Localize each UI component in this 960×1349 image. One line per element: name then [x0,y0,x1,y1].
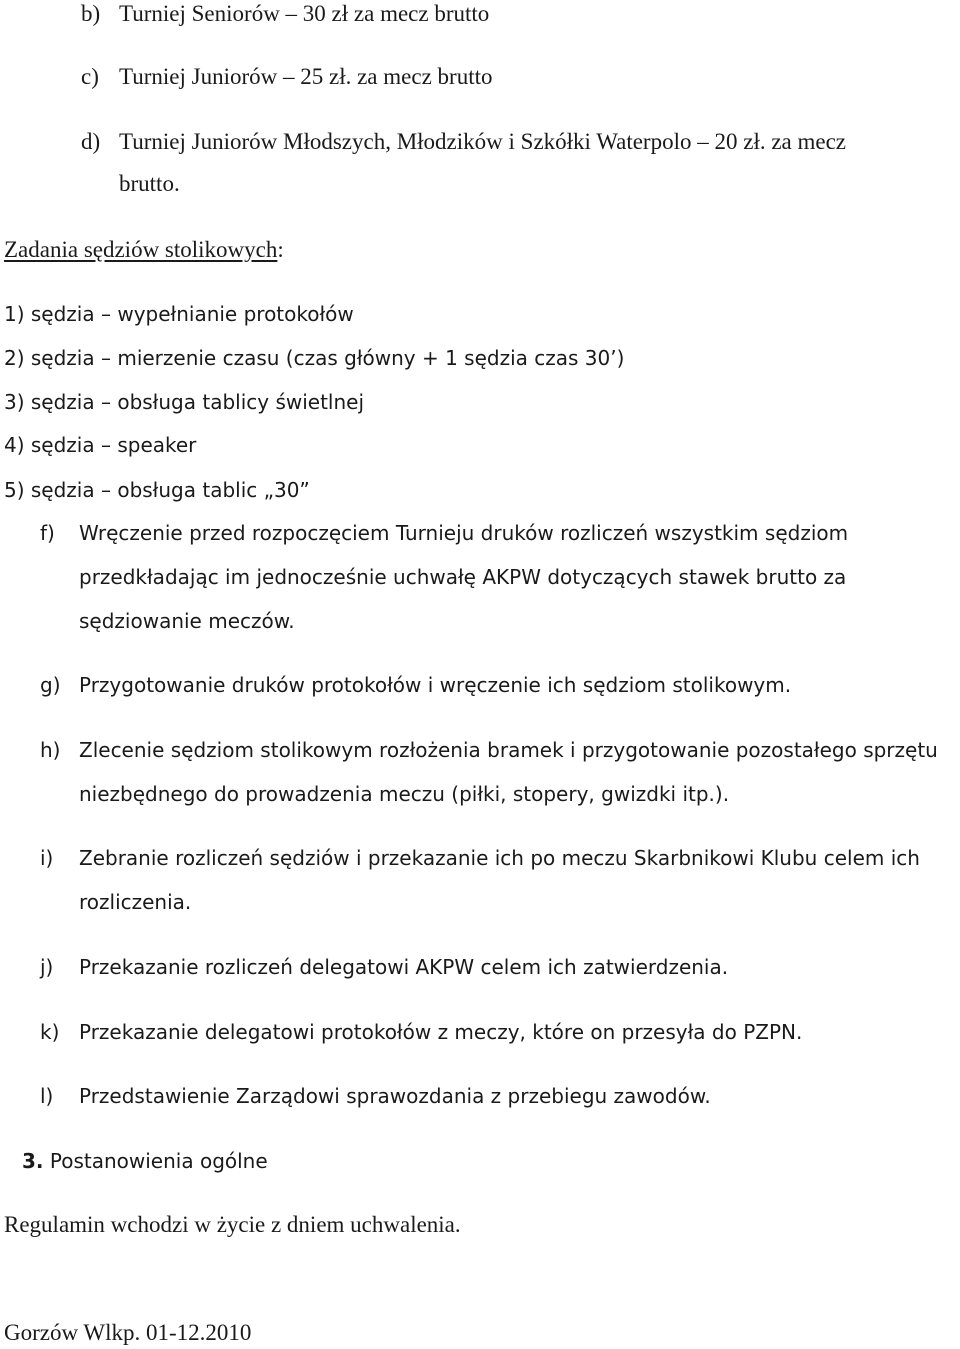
table-judges-heading [4,236,284,264]
judge-duty-3: 3) sędzia – obsługa tablicy świetlnej [4,390,365,414]
closing-statement: Regulamin wchodzi w życie z dniem uchwalenia. [4,1212,461,1237]
rate-label-b: b) [81,1,101,26]
task-label-j: j) [40,955,54,979]
task-label-g: g) [40,673,61,697]
task-label-k: k) [40,1020,60,1044]
task-f-line-3: sędziowanie meczów. [79,609,295,633]
rate-text-d-continuation: brutto. [119,171,180,196]
task-i-line-2: rozliczenia. [79,890,192,914]
task-j-line-1: Przekazanie rozliczeń delegatowi AKPW celem ich zatwierdzenia. [79,955,729,979]
judge-duty-1: 1) sędzia – wypełnianie protokołów [4,302,354,326]
rate-text-c: Turniej Juniorów – 25 zł. za mecz brutto [119,64,493,89]
task-h-line-2: niezbędnego do prowadzenia meczu (piłki, stopery, gwizdki itp.). [79,782,730,806]
rate-label-c: c) [81,64,99,89]
task-f-line-2: przedkładając im jednocześnie uchwałę AKPW dotyczących stawek brutto za [79,565,847,589]
judge-duty-4: 4) sędzia – speaker [4,433,197,457]
task-label-i: i) [40,846,54,870]
section-3-number: 3. [22,1149,44,1173]
task-l-line-1: Przedstawienie Zarządowi sprawozdania z przebiegu zawodów. [79,1084,711,1108]
task-k-line-1: Przekazanie delegatowi protokołów z meczy, które on przesyła do PZPN. [79,1020,803,1044]
rate-text-d: Turniej Juniorów Młodszych, Młodzików i Szkółki Waterpolo – 20 zł. za mecz [119,129,847,154]
table-judges-heading-colon: : [277,237,284,262]
task-h-line-1: Zlecenie sędziom stolikowym rozłożenia bramek i przygotowanie pozostałego sprzętu [79,738,938,762]
task-i-line-1: Zebranie rozliczeń sędziów i przekazanie ich po meczu Skarbnikowi Klubu celem ich [79,846,920,870]
judge-duty-2: 2) sędzia – mierzenie czasu (czas główny + 1 sędzia czas 30’) [4,346,625,370]
rate-label-d: d) [81,129,101,154]
place-and-date: Gorzów Wlkp. 01-12.2010 [4,1320,252,1345]
task-f-line-1: Wręczenie przed rozpoczęciem Turnieju druków rozliczeń wszystkim sędziom [79,521,849,545]
task-label-f: f) [40,521,55,545]
section-3-title: Postanowienia ogólne [49,1149,268,1173]
task-label-h: h) [40,738,61,762]
judge-duty-5: 5) sędzia – obsługa tablic „30” [4,478,310,502]
task-g-line-1: Przygotowanie druków protokołów i wręczenie ich sędziom stolikowym. [79,673,792,697]
rate-text-b: Turniej Seniorów – 30 zł za mecz brutto [119,1,490,26]
section-3-heading [22,1147,268,1175]
table-judges-heading-text: Zadania sędziów stolikowych [4,237,278,262]
task-label-l: l) [40,1084,54,1108]
